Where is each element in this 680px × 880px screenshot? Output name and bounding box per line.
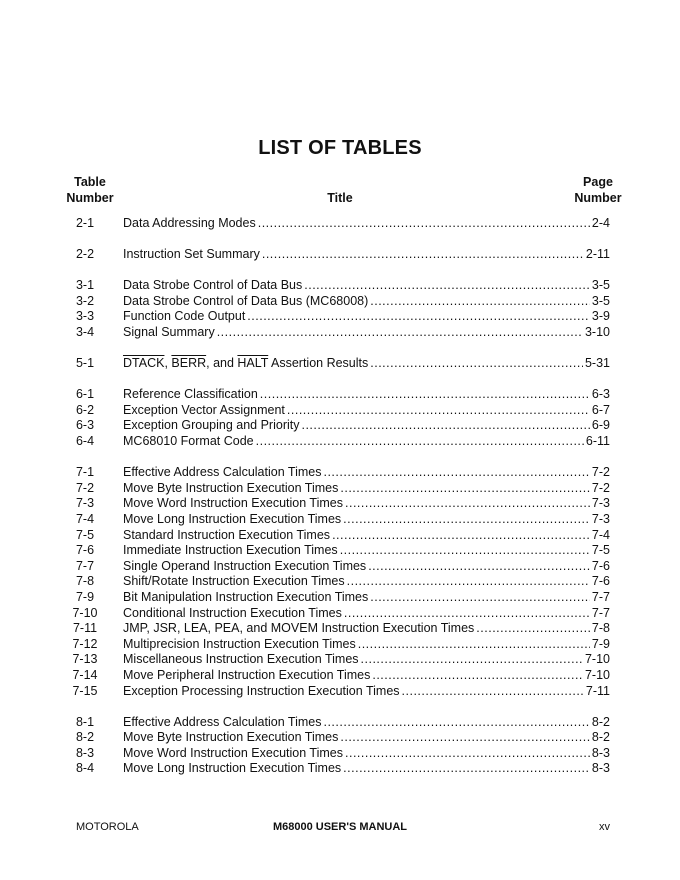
table-title: Data Addressing Modes	[123, 216, 256, 230]
entry-leader-line	[123, 745, 610, 761]
page-number: 2-4	[591, 216, 610, 230]
page-number: 6-3	[591, 387, 610, 402]
dot-leader	[340, 729, 590, 745]
table-title: Move Word Instruction Execution Times	[123, 496, 343, 511]
table-title: Move Word Instruction Execution Times	[123, 745, 343, 760]
page-number: 7-3	[591, 511, 610, 526]
dot-leader	[260, 386, 590, 402]
page-title: LIST OF TABLES	[258, 137, 422, 159]
table-title: Exception Vector Assignment	[123, 402, 285, 417]
entry-leader-line	[123, 355, 610, 371]
page-number: 7-7	[591, 589, 610, 604]
list-item	[0, 620, 680, 636]
table-title: Effective Address Calculation Times	[123, 465, 322, 480]
list-item	[0, 558, 680, 574]
entry-leader-line	[123, 215, 610, 231]
table-title: Signal Summary	[123, 325, 215, 339]
list-item	[0, 386, 680, 402]
table-number: 2-1	[75, 216, 95, 230]
page-number: 3-10	[584, 325, 610, 339]
page-number: 6-11	[585, 434, 610, 448]
dot-leader	[287, 402, 590, 418]
table-number: 7-6	[75, 543, 95, 558]
table-number: 7-9	[75, 589, 95, 604]
list-item	[0, 495, 680, 511]
list-item	[0, 729, 680, 745]
list-item	[0, 714, 680, 730]
table-title: Move Long Instruction Execution Times	[123, 511, 342, 526]
table-number: 8-3	[75, 745, 95, 760]
table-number: 8-2	[75, 730, 95, 745]
dot-leader	[340, 480, 590, 496]
list-item	[0, 402, 680, 418]
list-item	[0, 293, 680, 309]
table-title: MC68010 Format Code	[123, 434, 254, 448]
list-item	[0, 215, 680, 231]
page-number: 5-31	[584, 356, 610, 371]
list-item	[0, 355, 680, 371]
table-title: Multiprecision Instruction Execution Times	[123, 636, 356, 651]
table-title: Move Peripheral Instruction Execution Times	[123, 667, 371, 682]
page-number: 6-7	[591, 402, 610, 417]
page-number-header-line1: Page	[583, 175, 613, 189]
list-item	[0, 636, 680, 652]
table-title-part: DTACK	[123, 356, 165, 371]
table-title: Bit Manipulation Instruction Execution Times	[123, 589, 369, 604]
dot-leader	[370, 293, 590, 309]
list-item	[0, 433, 680, 449]
table-number: 7-13	[72, 652, 98, 667]
table-number: 3-4	[75, 325, 95, 339]
table-number: 7-8	[75, 574, 95, 589]
entry-leader-line	[123, 293, 610, 309]
entry-leader-line	[123, 433, 610, 449]
entry-leader-line	[123, 324, 610, 340]
table-number: 7-11	[72, 621, 98, 636]
entry-leader-line	[123, 651, 610, 667]
list-item	[0, 480, 680, 496]
table-title: Effective Address Calculation Times	[123, 714, 322, 729]
entry-leader-line	[123, 636, 610, 652]
dot-leader	[304, 277, 590, 293]
page-number: 7-8	[591, 621, 610, 636]
table-title: Single Operand Instruction Execution Times	[123, 558, 367, 573]
dot-leader	[323, 464, 589, 480]
list-item	[0, 760, 680, 776]
entry-leader-line	[123, 402, 610, 418]
entry-leader-line	[123, 542, 610, 558]
table-title-part: HALT	[237, 356, 269, 371]
list-item	[0, 542, 680, 558]
list-item	[0, 651, 680, 667]
page-number: 7-3	[591, 496, 610, 511]
list-item	[0, 573, 680, 589]
table-number: 6-3	[75, 418, 95, 433]
entry-leader-line	[123, 714, 610, 730]
page-number: 7-2	[591, 480, 610, 495]
table-number: 7-14	[72, 667, 98, 682]
list-item	[0, 683, 680, 699]
table-title: Shift/Rotate Instruction Execution Times	[123, 574, 345, 589]
title-header: Title	[327, 191, 353, 205]
entry-leader-line	[123, 464, 610, 480]
list-item	[0, 324, 680, 340]
table-title: Exception Processing Instruction Execution Times	[123, 683, 400, 698]
table-title: Move Byte Instruction Execution Times	[123, 480, 339, 495]
dot-leader	[340, 542, 590, 558]
table-title: Immediate Instruction Execution Times	[123, 543, 338, 558]
table-title-part: Assertion Results	[268, 356, 369, 371]
entry-leader-line	[123, 246, 610, 262]
table-title: Data Strobe Control of Data Bus (MC68008)	[123, 293, 369, 308]
list-item	[0, 511, 680, 527]
page-number: 7-4	[591, 527, 610, 542]
dot-leader	[343, 511, 590, 527]
dot-leader	[262, 246, 584, 262]
dot-leader	[343, 760, 590, 776]
table-number: 5-1	[75, 356, 95, 371]
page-number-header	[566, 174, 630, 206]
table-title: Conditional Instruction Execution Times	[123, 605, 342, 620]
table-title	[123, 355, 368, 371]
table-title: Move Byte Instruction Execution Times	[123, 730, 339, 745]
page-number: 7-2	[591, 465, 610, 480]
list-item	[0, 417, 680, 433]
table-title: Instruction Set Summary	[123, 247, 260, 262]
dot-leader	[402, 683, 584, 699]
table-number-header-line2: Number	[66, 191, 114, 205]
page-number: 8-3	[591, 761, 610, 776]
dot-leader	[368, 558, 590, 574]
dot-leader	[301, 417, 589, 433]
table-number: 7-3	[75, 496, 95, 511]
table-title: Miscellaneous Instruction Execution Times	[123, 652, 359, 667]
table-title-part: ,	[164, 356, 172, 371]
table-title: Data Strobe Control of Data Bus	[123, 278, 303, 293]
table-number: 3-3	[75, 309, 95, 324]
page-number: 7-11	[585, 683, 610, 698]
page-number: 3-9	[591, 309, 610, 324]
footer-publisher: MOTOROLA	[76, 821, 139, 833]
table-number: 6-1	[75, 387, 95, 402]
table-number: 7-15	[72, 683, 98, 698]
table-number: 7-2	[75, 480, 95, 495]
list-item	[0, 527, 680, 543]
entry-leader-line	[123, 527, 610, 543]
table-title-part: , and	[206, 356, 238, 371]
table-number: 7-1	[75, 465, 95, 480]
dot-leader	[361, 651, 583, 667]
entry-leader-line	[123, 308, 610, 324]
table-number: 7-12	[72, 636, 98, 651]
entry-leader-line	[123, 729, 610, 745]
table-number: 8-4	[75, 761, 95, 776]
page-number: 8-3	[591, 745, 610, 760]
dot-leader	[370, 589, 590, 605]
table-title: Move Long Instruction Execution Times	[123, 761, 342, 776]
list-item	[0, 308, 680, 324]
table-title: Function Code Output	[123, 309, 246, 324]
table-number-header-line1: Table	[74, 175, 106, 189]
table-title: Reference Classification	[123, 387, 258, 402]
table-number: 2-2	[75, 247, 95, 262]
dot-leader	[358, 636, 590, 652]
entry-leader-line	[123, 573, 610, 589]
page-number: 7-6	[591, 558, 610, 573]
dot-leader	[345, 495, 590, 511]
page-number: 2-11	[585, 247, 610, 262]
entry-leader-line	[123, 386, 610, 402]
footer-manual-title: M68000 USER'S MANUAL	[272, 821, 408, 833]
footer-page-number: xv	[599, 821, 610, 833]
table-title: JMP, JSR, LEA, PEA, and MOVEM Instruction Execution Times	[123, 621, 475, 636]
dot-leader	[370, 355, 583, 371]
dot-leader	[258, 215, 590, 231]
page-number: 7-6	[591, 574, 610, 589]
page-number: 7-7	[591, 605, 610, 620]
table-number: 7-10	[72, 605, 98, 620]
dot-leader	[345, 745, 590, 761]
dot-leader	[323, 714, 589, 730]
table-title-part: BERR	[171, 356, 207, 371]
table-number: 3-1	[75, 278, 95, 293]
page-number: 7-10	[584, 652, 610, 667]
entry-leader-line	[123, 277, 610, 293]
page-number: 3-5	[591, 278, 610, 293]
entry-leader-line	[123, 558, 610, 574]
dot-leader	[476, 620, 590, 636]
list-item	[0, 246, 680, 262]
entry-leader-line	[123, 683, 610, 699]
list-item	[0, 277, 680, 293]
entry-leader-line	[123, 620, 610, 636]
table-number: 7-4	[75, 511, 95, 526]
dot-leader	[347, 573, 590, 589]
entry-leader-line	[123, 667, 610, 683]
entry-leader-line	[123, 511, 610, 527]
dot-leader	[372, 667, 583, 683]
table-number: 6-4	[75, 434, 95, 448]
list-item	[0, 464, 680, 480]
entry-leader-line	[123, 760, 610, 776]
entry-leader-line	[123, 589, 610, 605]
page-number: 8-2	[591, 730, 610, 745]
table-title: Standard Instruction Execution Times	[123, 527, 331, 542]
table-number: 7-5	[75, 527, 95, 542]
list-item	[0, 589, 680, 605]
page-number: 7-10	[584, 667, 610, 682]
page-number: 8-2	[591, 714, 610, 729]
entry-leader-line	[123, 605, 610, 621]
table-title: Exception Grouping and Priority	[123, 418, 300, 433]
dot-leader	[332, 527, 590, 543]
dot-leader	[217, 324, 583, 340]
dot-leader	[256, 433, 584, 449]
dot-leader	[247, 308, 590, 324]
page-number: 3-5	[591, 293, 610, 308]
entry-leader-line	[123, 495, 610, 511]
entry-leader-line	[123, 480, 610, 496]
list-item	[0, 667, 680, 683]
page-number: 7-9	[591, 636, 610, 651]
list-item	[0, 605, 680, 621]
table-number: 8-1	[75, 714, 95, 729]
list-item	[0, 745, 680, 761]
entry-leader-line	[123, 417, 610, 433]
page-number: 6-9	[591, 418, 610, 433]
table-number: 7-7	[75, 558, 95, 573]
dot-leader	[344, 605, 590, 621]
table-number: 3-2	[75, 293, 95, 308]
page-number-header-line2: Number	[574, 191, 622, 205]
page-number: 7-5	[591, 543, 610, 558]
table-number: 6-2	[75, 402, 95, 417]
